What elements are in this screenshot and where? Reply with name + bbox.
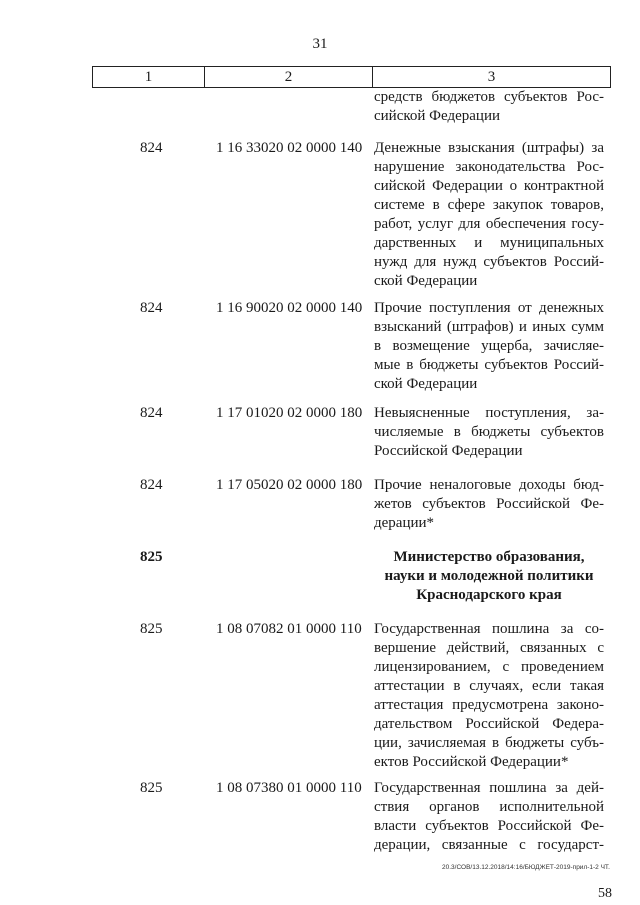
text-line: аттестация предусмотрена законо- xyxy=(374,697,604,713)
text-line: ствия органов исполнительной xyxy=(374,799,604,815)
text-line: дательством Российской Федера- xyxy=(374,716,604,732)
text-line: аттестации в случаях, если такая xyxy=(374,678,604,694)
text-line: Краснодарского края xyxy=(416,587,562,603)
text-line: сийской Федерации xyxy=(374,108,501,124)
text-line: системе в сфере закупок товаров, xyxy=(374,197,604,213)
text-line: дарственных и муниципальных xyxy=(374,235,604,251)
text-line: нарушение законодательства Рос- xyxy=(374,159,604,175)
revenue-code: 1 17 01020 02 0000 180 xyxy=(216,405,363,421)
revenue-code: 1 17 05020 02 0000 180 xyxy=(216,477,363,493)
text-line: Российской Федерации xyxy=(374,443,523,459)
text-line: ской Федерации xyxy=(374,376,478,392)
text-line: дерации* xyxy=(374,515,435,531)
page-number-bottom: 58 xyxy=(598,886,612,901)
continuation-text xyxy=(374,88,604,126)
text-line: нужд для нужд субъектов Россий- xyxy=(374,254,604,270)
text-line: Министерство образования, xyxy=(393,549,585,565)
text-line: Прочие поступления от денежных xyxy=(374,300,604,316)
text-line: жетов субъектов Российской Фе- xyxy=(374,496,604,512)
admin-code: 824 xyxy=(140,405,163,421)
text-line: средств бюджетов субъектов Рос- xyxy=(374,89,604,105)
text-line: Денежные взыскания (штрафы) за xyxy=(374,140,604,156)
text-line: мые в бюджеты субъектов Россий- xyxy=(374,357,604,373)
text-line: вершение действий, связанных с xyxy=(374,640,604,656)
page-number-top: 31 xyxy=(312,36,328,52)
text-line: ции, зачисляемая в бюджеты субъ- xyxy=(374,735,604,751)
description xyxy=(374,476,604,533)
header-col-2: 2 xyxy=(205,67,373,87)
header-col-3: 3 xyxy=(487,68,496,85)
text-line: Невыясненные поступления, за- xyxy=(374,405,604,421)
text-line: власти субъектов Российской Фе- xyxy=(374,818,604,834)
text-line: Прочие неналоговые доходы бюд- xyxy=(374,477,604,493)
description xyxy=(374,779,604,855)
admin-code: 824 xyxy=(140,140,163,156)
text-line: в возмещение ущерба, зачисляе- xyxy=(374,338,604,354)
text-line: науки и молодежной политики xyxy=(384,568,594,584)
revenue-code: 1 08 07082 01 0000 110 xyxy=(216,621,362,637)
text-line: взысканий (штрафов) и иных сумм xyxy=(374,319,604,335)
revenue-code: 1 08 07380 01 0000 110 xyxy=(216,780,362,796)
description xyxy=(374,299,604,394)
text-line: работ, услуг для обеспечения госу- xyxy=(374,216,604,232)
admin-code: 824 xyxy=(140,300,163,316)
revenue-code: 1 16 90020 02 0000 140 xyxy=(216,300,363,316)
text-line: дерации, связанные с государст- xyxy=(374,837,604,853)
description xyxy=(374,404,604,461)
text-line: лицензированием, с проведением xyxy=(374,659,604,675)
description xyxy=(374,620,604,772)
text-line: Государственная пошлина за дей- xyxy=(374,780,604,796)
ministry-code: 825 xyxy=(140,549,163,565)
text-line: ектов Российской Федерации* xyxy=(374,754,569,770)
description xyxy=(374,139,604,291)
header-col-1: 1 xyxy=(93,67,205,87)
document-footer-note: 20.3/СОВ/13.12.2018/14:16/БЮДЖЕТ-2019-прил-1-2 ЧТ. xyxy=(442,864,610,871)
text-line: числяемые в бюджеты субъектов xyxy=(374,424,604,440)
revenue-code: 1 16 33020 02 0000 140 xyxy=(216,140,363,156)
table-header xyxy=(92,66,611,88)
text-line: сийской Федерации о контрактной xyxy=(374,178,604,194)
admin-code: 825 xyxy=(140,621,163,637)
admin-code: 824 xyxy=(140,477,163,493)
ministry-title xyxy=(374,548,604,605)
text-line: ской Федерации xyxy=(374,273,478,289)
admin-code: 825 xyxy=(140,780,163,796)
text-line: Государственная пошлина за со- xyxy=(374,621,604,637)
